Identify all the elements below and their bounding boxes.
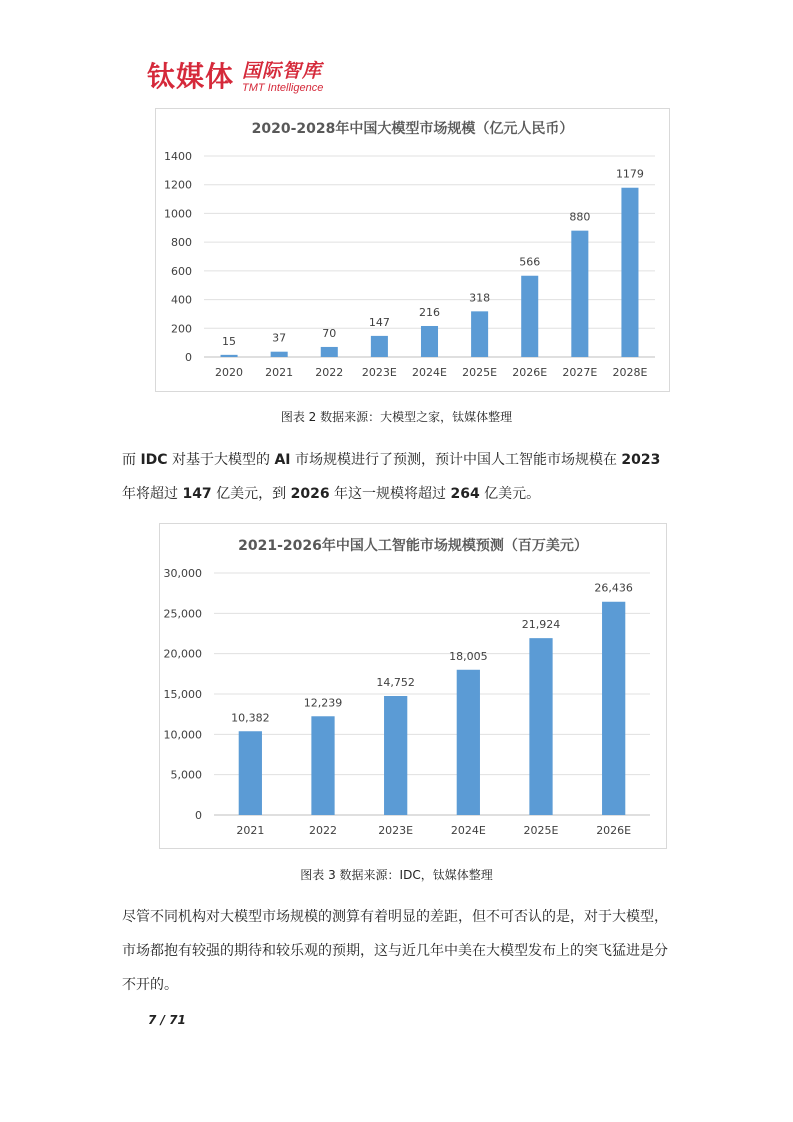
text-run: 而 [122, 452, 141, 468]
bar [602, 602, 625, 815]
text-run: 市场规模进行了预测，预计中国人工智能市场规模在 [290, 452, 622, 468]
figure-caption-2: 图表 2 数据来源：大模型之家，钛媒体整理 [280, 410, 513, 424]
y-tick-label: 1000 [164, 207, 192, 221]
data-label: 70 [322, 326, 337, 340]
data-label: 216 [419, 305, 440, 319]
bar [471, 311, 488, 357]
data-label: 880 [569, 210, 591, 224]
text-run: 对基于大模型的 [167, 452, 275, 468]
text-run: 亿美元。 [479, 486, 541, 502]
bar [221, 355, 238, 357]
y-tick-label: 0 [195, 809, 202, 822]
figure-caption-3: 图表 3 数据来源：IDC，钛媒体整理 [300, 868, 493, 882]
logo [147, 60, 323, 95]
chart-svg [160, 524, 666, 848]
y-tick-label: 600 [171, 264, 192, 278]
y-tick-label: 800 [171, 236, 192, 250]
bold-run: IDC [140, 452, 168, 468]
chart-title: 2020-2028年中国大模型市场规模（亿元人民币） [251, 121, 574, 137]
y-tick-label: 30,000 [163, 567, 202, 580]
bold-run: 2023 [621, 452, 661, 468]
data-label: 37 [272, 331, 287, 345]
x-tick-label: 2020 [215, 366, 244, 379]
x-tick-label: 2028E [612, 366, 648, 379]
y-tick-label: 15,000 [163, 688, 202, 701]
y-tick-label: 1400 [164, 150, 192, 163]
x-tick-label: 2023E [361, 366, 397, 379]
y-tick-label: 5,000 [170, 768, 202, 782]
x-tick-label: 2025E [523, 824, 559, 837]
chart-ai-market-usd [159, 523, 667, 849]
y-tick-label: 1200 [164, 178, 192, 192]
data-label: 14,752 [376, 676, 415, 690]
bar [457, 670, 480, 815]
data-label: 318 [469, 291, 491, 305]
x-tick-label: 2026E [512, 366, 548, 379]
x-tick-label: 2022 [309, 824, 337, 837]
x-tick-label: 2022 [315, 366, 344, 379]
bar [311, 716, 334, 815]
bar [239, 731, 262, 815]
x-tick-label: 2025E [462, 366, 498, 379]
bar [271, 352, 288, 357]
data-label: 21,924 [521, 618, 561, 632]
x-tick-label: 2026E [596, 824, 632, 837]
chart-svg [156, 109, 669, 391]
page-number: 7 / 71 [148, 1013, 186, 1027]
x-tick-label: 2024E [412, 366, 447, 379]
paragraph-conclusion: 尽管不同机构对大模型市场规模的测算有着明显的差距，但不可否认的是，对于大模型，市场都抱有较强的期待和较乐观的预期，这与近几年中美在大模型发布上的突飞猛进是分不开的。 [122, 909, 668, 993]
text-run: 年这一规模将超过 [329, 486, 451, 502]
logo-cn-sub: 国际智库 [242, 60, 323, 82]
text-run: 亿美元，到 [211, 486, 291, 502]
y-tick-label: 10,000 [163, 728, 202, 742]
text-run: 年将超过 [122, 486, 183, 502]
bar [529, 638, 552, 815]
bold-run: AI [274, 452, 291, 468]
y-tick-label: 25,000 [163, 607, 202, 621]
bar [421, 326, 438, 357]
y-tick-label: 400 [171, 293, 192, 307]
bar [521, 276, 538, 357]
x-tick-label: 2027E [562, 366, 598, 379]
x-tick-label: 2024E [450, 824, 486, 837]
x-tick-label: 2023E [378, 824, 414, 837]
x-tick-label: 2021 [236, 824, 265, 837]
bold-run: 147 [182, 486, 212, 502]
bold-run: 264 [450, 486, 480, 502]
x-tick-label: 2021 [265, 366, 294, 379]
bar [371, 336, 388, 357]
data-label: 26,436 [594, 581, 633, 595]
chart-title: 2021-2026年中国人工智能市场规模预测（百万美元） [238, 538, 588, 554]
data-label: 18,005 [449, 649, 488, 663]
bar [384, 696, 407, 815]
data-label: 15 [222, 334, 237, 348]
y-tick-label: 0 [185, 351, 192, 364]
y-tick-label: 20,000 [163, 647, 202, 661]
chart-market-size-cny [155, 108, 670, 392]
data-label: 1179 [615, 167, 644, 181]
paragraph-idc [122, 443, 678, 511]
bar [621, 188, 638, 357]
bold-run: 2026 [290, 486, 330, 502]
logo-cn: 钛媒体 [147, 60, 235, 93]
bar [321, 347, 338, 357]
bar [571, 231, 588, 357]
data-label: 147 [368, 315, 390, 329]
data-label: 12,239 [303, 696, 343, 710]
y-tick-label: 200 [171, 322, 192, 336]
data-label: 10,382 [231, 711, 270, 725]
logo-en: TMT Intelligence [242, 82, 324, 94]
data-label: 566 [519, 255, 541, 269]
